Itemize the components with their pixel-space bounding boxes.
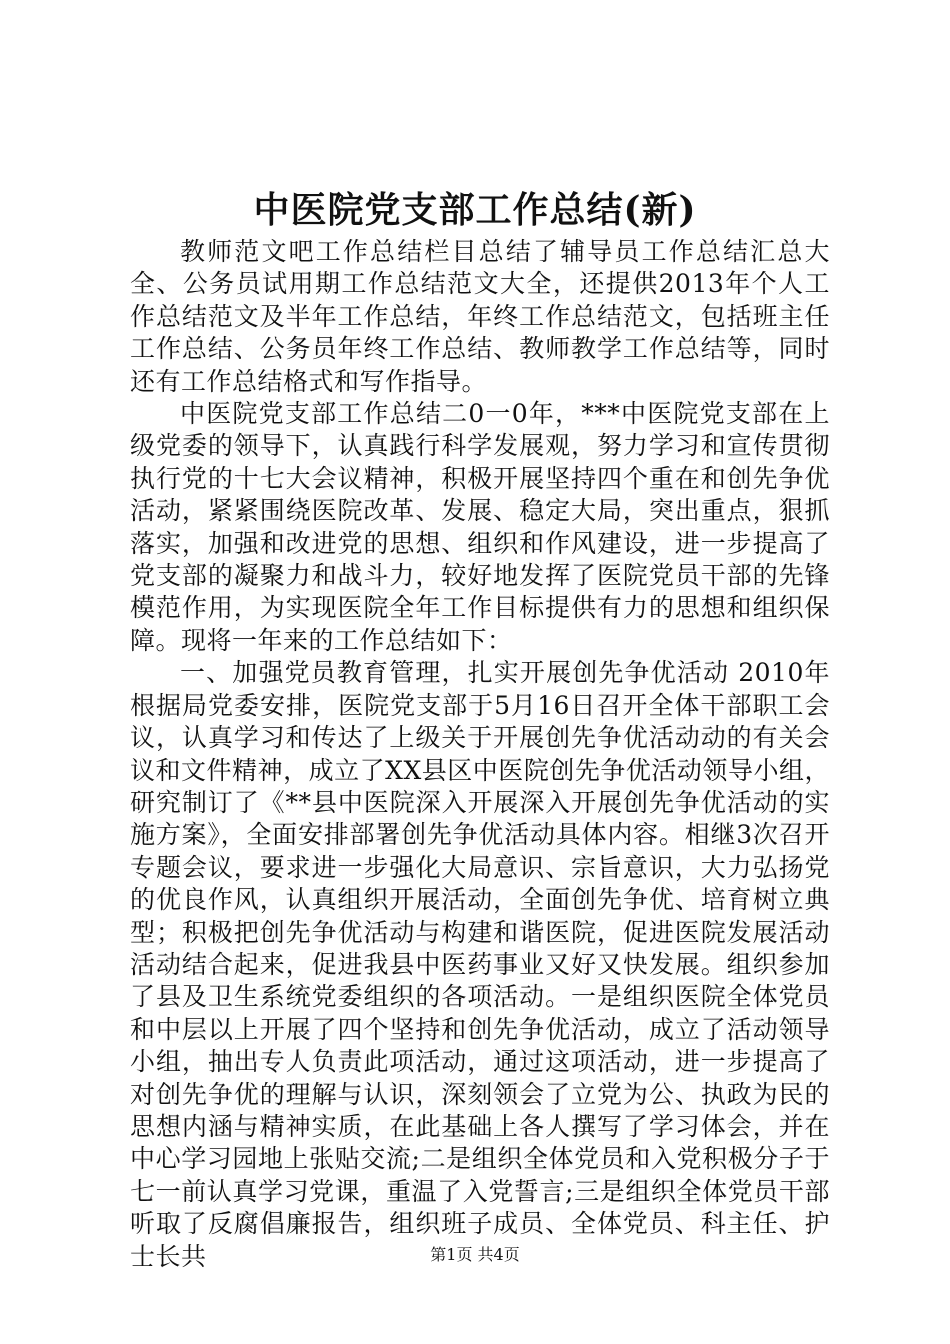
document-title: 中医院党支部工作总结(新) (253, 189, 697, 231)
page-footer: 第1页 共4页 (430, 1245, 520, 1264)
paragraph-section-one: 一、加强党员教育管理，扎实开展创先争优活动 2010年根据局党委安排，医院党支部于5月16日召开全体干部职工会议，认真学习和传达了上级关于开展创先争优活动动的有关会议和文件精神，成立了XX县区中医院创先争优活动领导小组，研究制订了《**县中医院深入开展深入开展创先争优活动的实施方案》，全面安排部署创先争优活动具体内容。相继3次召开专题会议，要求进一步强化大局意识、宗旨意识，大力弘扬党的优良作风，认真组织开展活动，全面创先争优、培育树立典型；积极把创先争优活动与构建和谐医院，促进医院发展活动活动结合起来，促进我县中医药事业又好又快发展。组织参加了县及卫生系统党委组织的各项活动。一是组织医院全体党员和中层以上开展了四个坚持和创先争优活动，成立了活动领导小组，抽出专人负责此项活动，通过这项活动，进一步提高了对创先争优的理解与认识，深刻领会了立党为公、执政为民的思想内涵与精神实质，在此基础上各人撰写了学习体会，并在中心学习园地上张贴交流;二是组织全体党员和入党积极分子于七一前认真学习党课，重温了入党誓言;三是组织全体党员干部听取了反腐倡廉报告，组织班子成员、全体党员、科主任、护士长共 (130, 658, 830, 1271)
document-body (130, 236, 830, 1273)
paragraph-summary: 中医院党支部工作总结二0一0年，***中医院党支部在上级党委的领导下，认真践行科学发展观，努力学习和宣传贯彻执行党的十七大会议精神，积极开展坚持四个重在和创先争优活动，紧紧围绕医院改革、发展、稳定大局，突出重点，狠抓落实，加强和改进党的思想、组织和作风建设，进一步提高了党支部的凝聚力和战斗力，较好地发挥了医院党员干部的先锋模范作用，为实现医院全年工作目标提供有力的思想和组织保障。现将一年来的工作总结如下： (130, 399, 830, 655)
paragraph-intro: 教师范文吧工作总结栏目总结了辅导员工作总结汇总大全、公务员试用期工作总结范文大全，还提供2013年个人工作总结范文及半年工作总结，年终工作总结范文，包括班主任工作总结、公务员年终工作总结、教师教学工作总结等，同时还有工作总结格式和写作指导。 (130, 237, 830, 396)
